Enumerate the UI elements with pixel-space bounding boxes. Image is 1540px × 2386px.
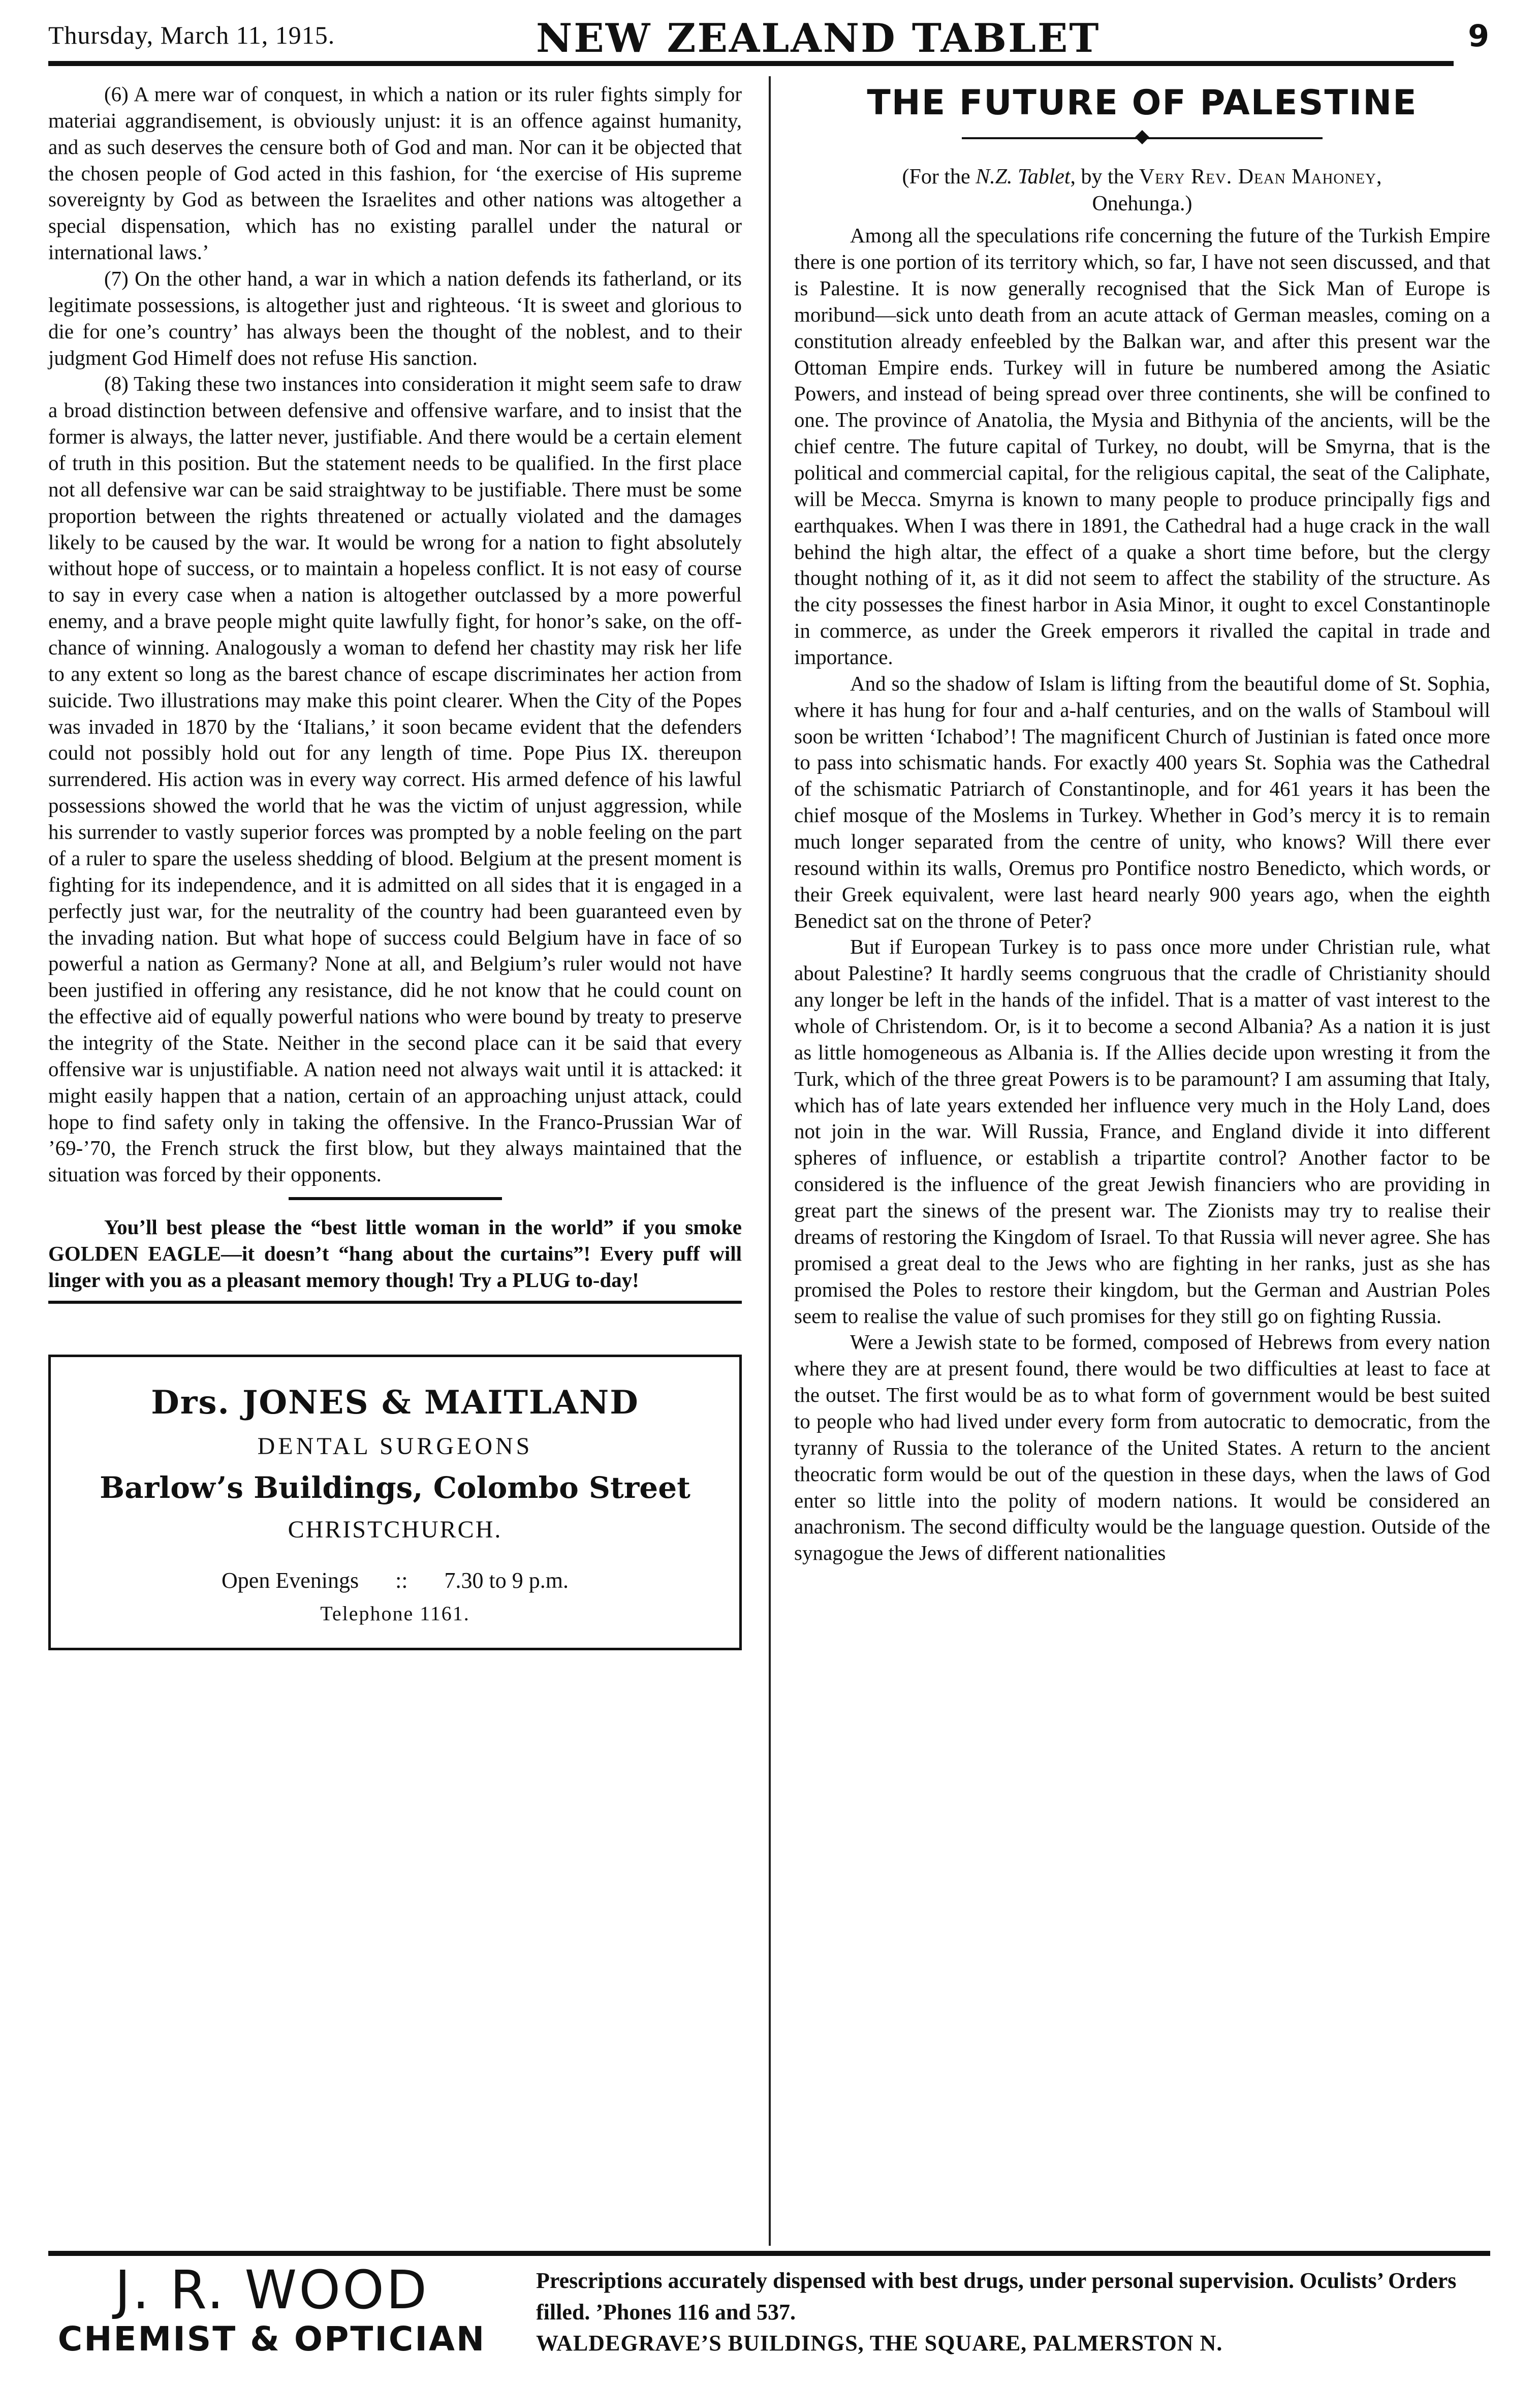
chemist-address: WALDEGRAVE’S BUILDINGS, THE SQUARE, PALMERSTON N.: [536, 2331, 1223, 2356]
byline-prefix: (For the: [902, 165, 976, 189]
byline-mid: , by the: [1070, 165, 1139, 189]
chemist-services: Prescriptions accurately dispensed with best drugs, under personal supervision. Oculists’ Orders filled. ’Phones 116 and 537.: [536, 2268, 1457, 2325]
chemist-ad: [48, 2261, 1490, 2373]
page-number: 9: [1468, 18, 1489, 54]
article-title: THE FUTURE OF PALESTINE: [867, 83, 1418, 123]
hours-separator: ::: [395, 1567, 408, 1593]
dentist-address: Barlow’s Buildings, Colombo Street: [100, 1470, 690, 1505]
chemist-trade: CHEMIST & OPTICIAN: [57, 2319, 486, 2359]
paragraph-8: (8) Taking these two instances into consideration it might seem safe to draw a broad distinction between defensive and offensive warfare, and to insist that the former is always, the latter never, justifiable. And there would be a certain element of truth in this position. But the statement needs to be qualified. In the first place not all defensive war can be said straightway to be justifiable. There must be some proportion between the rights threatened or actually violated and the damages likely to be caused by the war. It would be wrong for a nation to fight absolutely without hope of success, or to maintain a hopeless conflict. It is not easy of course to say in every case when a nation is altogether outclassed by a more powerful enemy, and a brave people might quite lawfully fight, for honor’s sake, on the off-chance of winning. Analogously a woman to defend her chastity may risk her life to any extent so long as the barest chance of escape discriminates her action from suicide. Two illustrations may make this point clearer. When the City of the Popes was invaded in 1870 by the ‘Italians,’ it soon became evident that the defenders could not possibly hold out for any length of time. Pope Pius IX. thereupon surrendered. His action was in every way correct. His armed defence of his lawful possessions showed the world that he was the victim of unjust aggression, while his surrender to vastly superior forces was prompted by a noble feeling on the part of a ruler to spare the useless shedding of blood. Belgium at the present moment is fighting for its independence, and it is admitted on all sides that it is engaged in a perfectly just war, for the neutrality of the country had been guaranteed even by the invading nation. But what hope of success could Belgium have in face of so powerful a nation as Germany? None at all, and Belgium’s ruler would not have been justified in offering any resistance, did he not know that he could count on the effective aid of equally powerful nations who were bound by treaty to preserve the integrity of the State. Neither in the second place can it be said that every offensive war is unjustifiable. A nation need not always wait until it is attacked: it might easily happen that a nation, certain of an approaching unjust attack, could hope to find safety only in taking the offensive. In the Franco-Prussian War of ’69-’70, the French struck the first blow, but they always maintained that the situation was forced by their opponents.: [48, 372, 742, 1186]
paragraph-7: (7) On the other hand, a war in which a nation defends its fatherland, or its legitimate possessions, is altogether just and righteous. ‘It is sweet and glorious to die for one’s country’ has always been the thought of the noblest, and to their judgment God Himelf does not refuse His sanction.: [48, 267, 742, 369]
left-column: [48, 81, 742, 1650]
golden-eagle-ad: [48, 1214, 742, 1294]
article-paragraph: And so the shadow of Islam is lifting from the beautiful dome of St. Sophia, where it has hung for four and a-half centuries, and on the walls of Stamboul will soon be written ‘Ichabod’! The magnificent Church of Justinian is fated once more to pass into schismatic hands. For exactly 400 years St. Sophia was the Cathedral of the schismatic Patriarch of Constantinople, and for 461 years it has been the chief mosque of the Moslems in Turkey. Whether in God’s mercy it is to remain much longer separated from the centre of unity, who knows? Will there ever resound within its walls, Oremus pro Pontifice nostro Benedicto, which words, or their Greek equivalent, were last heard nearly 900 years ago, when the eighth Benedict sat on the throne of Peter?: [794, 671, 1490, 932]
issue-date: Thursday, March 11, 1915.: [48, 21, 335, 49]
article-byline: [794, 164, 1490, 217]
dentist-telephone: Telephone 1161.: [320, 1602, 470, 1625]
article-paragraph: But if European Turkey is to pass once more under Christian rule, what about Palestine? It hardly seems congruous that the cradle of Christianity should any longer be left in the hands of the infidel. That is a matter of vast interest to the whole of Christendom. Or, is it to become a second Albania? As a nation it is just as little homogeneous as Albania is. If the Allies decide upon wresting it from the Turk, which of the three great Powers is to be paramount? I am assuming that Italy, which has of late years extended her influence very much in the Holy Land, does not join in the war. Will Russia, France, and England divide it into different spheres of influence, or establish a tripartite control? Another factor to be considered is the influence of the great Jewish financiers who are providing in great part the sinews of the present war. The Zionists may try to realise their dreams of restoring the Kingdom of Israel. To that Russia will never agree. She has promised a great deal to the Jews who are fighting in her ranks, just as she has promised the Poles to restore their kingdom, but the German and Austrian Poles seem to realise the value of such promises for they still go on fighting Russia.: [794, 935, 1490, 1328]
opening-hours: [66, 1563, 724, 1598]
golden-eagle-text: You’ll best please the “best little woman in the world” if you smoke GOLDEN EAGLE—it doesn’t “hang about the curtains”! Every puff will linger with you as a pleasant memory though! Try a PLUG to-day!: [48, 1215, 742, 1292]
ornament-diamond-icon: [1135, 130, 1149, 144]
article-paragraph: Were a Jewish state to be formed, composed of Hebrews from every nation where they are at present found, there would be two difficulties at least to face at the outset. The first would be as to what form of government would be best suited to people who had lived under every form from autocratic to democratic, from the tyranny of Russia to the tolerance of the United States. A return to the ancient theocratic form would be out of the question in these days, when the laws of God enter so little into the polity of modern nations. It would be considered an anachronism. The second difficulty would be the language question. Outside of the synagogue the Jews of different nationalities: [794, 1330, 1490, 1565]
byline-author: Very Rev. Dean Mahoney,: [1139, 165, 1382, 189]
column-divider: [769, 76, 771, 2246]
right-column: [794, 81, 1490, 1566]
dental-ad-box: [48, 1355, 742, 1650]
byline-publication: N.Z. Tablet: [976, 165, 1071, 189]
hours-label: Open Evenings: [222, 1567, 359, 1593]
chemist-name: J. R. WOOD: [114, 2259, 429, 2321]
paragraph-6: (6) A mere war of conquest, in which a nation or its ruler fights simply for materiai aggrandisement, is obviously unjust: it is an offence against humanity, and as such deserves the censure both of God and man. Nor can it be objected that the chosen people of God acted in this fashion, for ‘the exercise of His supreme sovereignty by God as between the Israelites and other nations was altogether a special dispensation, which has no existing parallel under the natural or international laws.’: [48, 82, 742, 264]
page-header: [48, 15, 1489, 66]
dentist-role: DENTAL SURGEONS: [257, 1432, 533, 1460]
byline-place: Onehunga.): [1092, 192, 1192, 216]
dentist-city: CHRISTCHURCH.: [288, 1516, 502, 1544]
title-ornament: [794, 128, 1490, 148]
hours-value: 7.30 to 9 p.m.: [444, 1567, 569, 1593]
article-paragraph: Among all the speculations rife concerning the future of the Turkish Empire there is one portion of its territory which, so far, I have not seen discussed, and that is Palestine. It is now generally recognised that the Sick Man of Europe is moribund—sick unto death from an acute attack of German measles, coming on a constitution already enfeebled by the Balkan war, and after this present war the Ottoman Empire ends. Turkey will in future be numbered among the Asiatic Powers, and instead of being spread over three continents, she will be confined to one. The province of Anatolia, the Mysia and Bithynia of the ancients, will be the chief centre. The future capital of Turkey, no doubt, will be Smyrna, that is the political and commercial capital, for the religious capital, the seat of the Caliphate, will be Mecca. Smyrna is known to many people to produce principally figs and earthquakes. When I was there in 1891, the Cathedral had a huge crack in the wall behind the high altar, the effect of a quake a short time before, but the clergy thought nothing of it, as it did not seem to affect the stability of the structure. As the city possesses the finest harbor in Asia Minor, it ought to excel Constantinople in commerce, as under the Greek emperors it rivalled the capital in trade and importance.: [794, 224, 1490, 669]
section-divider: [289, 1197, 502, 1200]
dentist-names: Drs. JONES & MAITLAND: [151, 1383, 639, 1422]
newspaper-title: NEW ZEALAND TABLET: [536, 15, 1101, 61]
chemist-details: [536, 2265, 1490, 2359]
ad-divider: [48, 1301, 742, 1304]
footer-rule: [48, 2251, 1490, 2256]
chemist-brand: [48, 2261, 495, 2360]
